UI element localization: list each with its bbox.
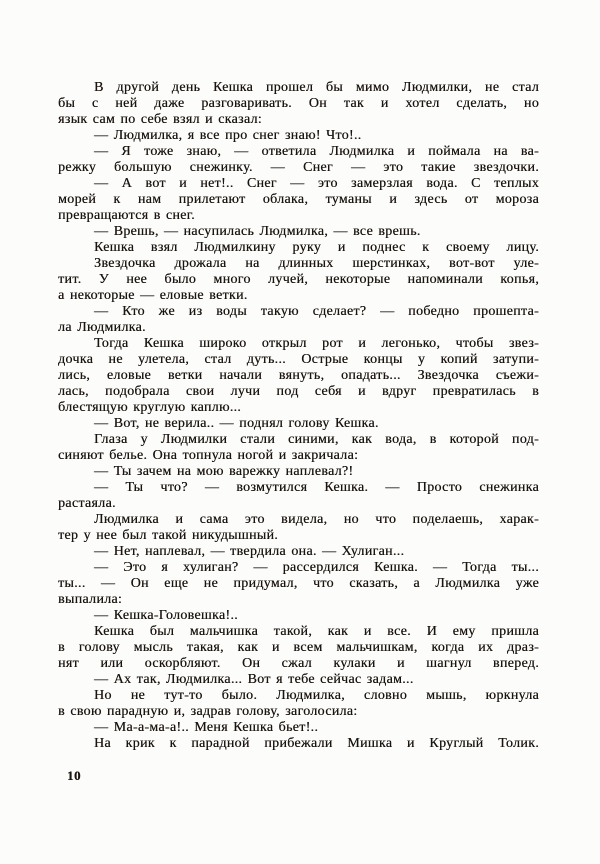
text-line: нят или оскорбляют. Он сжал кулаки и шагнул вперед. bbox=[58, 656, 539, 671]
text-line: Кешка взял Людмилкину руку и поднес к своему лицу. bbox=[94, 240, 539, 255]
text-line: — Это я хулиган? — рассердился Кешка. — Тогда ты... bbox=[94, 560, 539, 575]
text-line: Кешка был мальчишка такой, как и все. И ему пришла bbox=[94, 624, 539, 639]
text-line: дочка не улетела, стал дуть... Острые концы у копий затупи- bbox=[58, 352, 539, 367]
text-line: в голову мысль такая, как и всем мальчишкам, когда их драз- bbox=[58, 640, 539, 655]
text-line: — Я тоже знаю, — ответила Людмилка и поймала на ва- bbox=[94, 144, 539, 159]
text-line: бы с ней даже разговаривать. Он так и хотел сделать, но bbox=[58, 96, 539, 111]
text-line: растаяла. bbox=[58, 496, 116, 511]
text-line: — Вот, не верила.. — поднял голову Кешка. bbox=[94, 416, 379, 431]
text-line: — Нет, наплевал, — твердила она. — Хулиган... bbox=[94, 544, 405, 559]
text-line: — Ты зачем на мою варежку наплевал?! bbox=[94, 464, 354, 479]
text-line: язык сам по себе взял и сказал: bbox=[58, 112, 262, 127]
text-line: выпалила: bbox=[58, 592, 123, 607]
text-line: синяют белье. Она топнула ногой и закричала: bbox=[58, 448, 359, 463]
text-line: тер у нее был такой никудышный. bbox=[58, 528, 279, 543]
text-line: превращаются в снег. bbox=[58, 208, 195, 223]
text-line: лась, подобрала свои лучи под себя и вдруг превратилась в bbox=[58, 384, 539, 399]
text-line: — Кто же из воды такую сделает? — победно прошепта- bbox=[94, 304, 539, 319]
text-line: В другой день Кешка прошел бы мимо Людмилки, не стал bbox=[94, 80, 539, 95]
text-line: морей к нам прилетают облака, туманы и здесь от мороза bbox=[58, 192, 539, 207]
text-block bbox=[58, 80, 539, 752]
text-line: ла Людмилка. bbox=[58, 320, 146, 335]
text-line: блестящую круглую каплю... bbox=[58, 400, 242, 415]
text-line: На крик к парадной прибежали Мишка и Круглый Толик. bbox=[94, 736, 539, 751]
text-line: Звездочка дрожала на длинных шерстинках, вот-вот уле- bbox=[94, 256, 539, 271]
text-line: — Ах так, Людмилка... Вот я тебе сейчас задам... bbox=[94, 672, 414, 687]
text-line: — Ты что? — возмутился Кешка. — Просто снежинка bbox=[94, 480, 539, 495]
text-line: — А вот и нет!.. Снег — это замерзлая вода. С теплых bbox=[94, 176, 539, 191]
text-line: — Врешь, — насупилась Людмилка, — все врешь. bbox=[94, 224, 421, 239]
text-line: Глаза у Людмилки стали синими, как вода, в которой под- bbox=[94, 432, 539, 447]
text-line: Но не тут-то было. Людмилка, словно мышь, юркнула bbox=[94, 688, 539, 703]
text-line: тит. У нее было много лучей, некоторые напоминали копья, bbox=[58, 272, 539, 287]
text-line: Тогда Кешка широко открыл рот и легонько, чтобы звез- bbox=[94, 336, 539, 351]
text-line: а некоторые — еловые ветки. bbox=[58, 288, 248, 303]
text-line: — Ма-а-ма-а!.. Меня Кешка бьет!.. bbox=[94, 720, 319, 735]
text-line: режку большую снежинку. — Снег — это такие звездочки. bbox=[58, 160, 539, 175]
page-number: 10 bbox=[67, 768, 81, 783]
text-line: — Людмилка, я все про снег знаю! Что!.. bbox=[94, 128, 362, 143]
text-line: в свою парадную и, задрав голову, заголосила: bbox=[58, 704, 358, 719]
text-line: лись, еловые ветки начали вянуть, опадать... Звездочка съежи- bbox=[58, 368, 539, 383]
text-line: Людмилка и сама это видела, но что поделаешь, харак- bbox=[94, 512, 539, 527]
text-line: ты... — Он еще не придумал, что сказать, а Людмилка уже bbox=[58, 576, 539, 591]
text-line: — Кешка-Головешка!.. bbox=[94, 608, 238, 623]
